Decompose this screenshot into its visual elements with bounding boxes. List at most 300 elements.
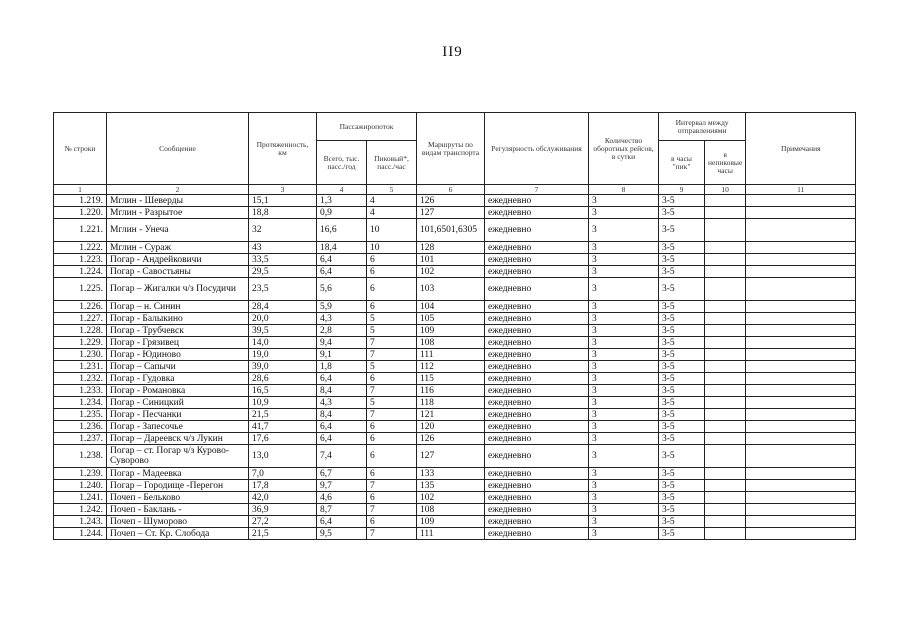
- interval-off-peak: [705, 349, 746, 361]
- route-name: Погар - Савостьяны: [107, 266, 249, 278]
- interval-off-peak: [705, 301, 746, 313]
- regularity: ежедневно: [485, 445, 589, 468]
- route-name: Мглин - Унеча: [107, 219, 249, 242]
- passenger-total: 18,4: [317, 242, 367, 254]
- route-name: Погар – Дареевск ч/з Лукин: [107, 433, 249, 445]
- passenger-peak: 6: [367, 433, 417, 445]
- interval-peak: 3-5: [659, 409, 705, 421]
- regularity: ежедневно: [485, 421, 589, 433]
- regularity: ежедневно: [485, 492, 589, 504]
- interval-off-peak: [705, 468, 746, 480]
- table-row: [54, 337, 856, 349]
- interval-peak: 3-5: [659, 266, 705, 278]
- passenger-peak: 6: [367, 468, 417, 480]
- passenger-total: 9,1: [317, 349, 367, 361]
- notes-cell: [746, 528, 856, 540]
- row-number: 1.239.: [54, 468, 107, 480]
- route-name: Погар - Юдиново: [107, 349, 249, 361]
- passenger-total: 6,7: [317, 468, 367, 480]
- trip-count: 3: [589, 528, 659, 540]
- passenger-peak: 6: [367, 254, 417, 266]
- routes-table: [53, 112, 856, 540]
- passenger-total: 1,8: [317, 361, 367, 373]
- passenger-total: 2,8: [317, 325, 367, 337]
- trip-count: 3: [589, 207, 659, 219]
- header-regularity: Регулярность обслуживания: [485, 113, 589, 185]
- trip-count: 3: [589, 445, 659, 468]
- interval-peak: 3-5: [659, 301, 705, 313]
- trip-count: 3: [589, 301, 659, 313]
- route-length: 17,8: [249, 480, 317, 492]
- row-number: 1.241.: [54, 492, 107, 504]
- row-number: 1.242.: [54, 504, 107, 516]
- passenger-peak: 7: [367, 337, 417, 349]
- trip-count: 3: [589, 313, 659, 325]
- col-number: 6: [417, 185, 485, 195]
- passenger-peak: 5: [367, 397, 417, 409]
- table-row: [54, 325, 856, 337]
- trip-count: 3: [589, 337, 659, 349]
- passenger-peak: 7: [367, 528, 417, 540]
- regularity: ежедневно: [485, 480, 589, 492]
- regularity: ежедневно: [485, 373, 589, 385]
- route-numbers: 102: [417, 492, 485, 504]
- interval-peak: 3-5: [659, 492, 705, 504]
- route-length: 16,5: [249, 385, 317, 397]
- interval-off-peak: [705, 516, 746, 528]
- route-name: Почеп - Баклань -: [107, 504, 249, 516]
- passenger-total: 6,4: [317, 373, 367, 385]
- header-length: Протяженность, км: [249, 113, 317, 185]
- trip-count: 3: [589, 373, 659, 385]
- col-number: 2: [107, 185, 249, 195]
- trip-count: 3: [589, 468, 659, 480]
- row-number: 1.235.: [54, 409, 107, 421]
- trip-count: 3: [589, 266, 659, 278]
- route-name: Погар - Грязивец: [107, 337, 249, 349]
- route-length: 17,6: [249, 433, 317, 445]
- trip-count: 3: [589, 397, 659, 409]
- notes-cell: [746, 278, 856, 301]
- route-length: 39,5: [249, 325, 317, 337]
- passenger-total: 0,9: [317, 207, 367, 219]
- column-numbers-row: [54, 185, 856, 195]
- interval-peak: 3-5: [659, 528, 705, 540]
- route-length: 29,5: [249, 266, 317, 278]
- interval-off-peak: [705, 528, 746, 540]
- interval-peak: 3-5: [659, 445, 705, 468]
- notes-cell: [746, 468, 856, 480]
- route-length: 18,8: [249, 207, 317, 219]
- route-length: 13,0: [249, 445, 317, 468]
- table-row: [54, 480, 856, 492]
- passenger-peak: 6: [367, 445, 417, 468]
- route-length: 27,2: [249, 516, 317, 528]
- interval-peak: 3-5: [659, 242, 705, 254]
- interval-peak: 3-5: [659, 373, 705, 385]
- regularity: ежедневно: [485, 504, 589, 516]
- passenger-peak: 6: [367, 301, 417, 313]
- passenger-total: 1,3: [317, 195, 367, 207]
- passenger-total: 7,4: [317, 445, 367, 468]
- route-name: Погар - Синицкий: [107, 397, 249, 409]
- interval-off-peak: [705, 325, 746, 337]
- interval-peak: 3-5: [659, 421, 705, 433]
- route-name: Погар - Трубчевск: [107, 325, 249, 337]
- route-numbers: 111: [417, 349, 485, 361]
- interval-off-peak: [705, 433, 746, 445]
- table-row: [54, 278, 856, 301]
- passenger-total: 6,4: [317, 254, 367, 266]
- row-number: 1.227.: [54, 313, 107, 325]
- col-number: 3: [249, 185, 317, 195]
- passenger-peak: 6: [367, 492, 417, 504]
- table-row: [54, 433, 856, 445]
- interval-off-peak: [705, 254, 746, 266]
- route-numbers: 127: [417, 445, 485, 468]
- passenger-peak: 4: [367, 207, 417, 219]
- route-name: Погар - Балыкино: [107, 313, 249, 325]
- notes-cell: [746, 445, 856, 468]
- regularity: ежедневно: [485, 397, 589, 409]
- header-pass-flow: Пассажиропоток: [317, 113, 417, 141]
- col-number: 5: [367, 185, 417, 195]
- route-name: Погар – ст. Погар ч/з Курово-Суворово: [107, 445, 249, 468]
- interval-off-peak: [705, 492, 746, 504]
- trip-count: 3: [589, 278, 659, 301]
- col-number: 10: [705, 185, 746, 195]
- notes-cell: [746, 433, 856, 445]
- passenger-peak: 7: [367, 385, 417, 397]
- route-name: Почеп – Ст. Кр. Слобода: [107, 528, 249, 540]
- route-name: Погар – Городище -Перегон: [107, 480, 249, 492]
- regularity: ежедневно: [485, 278, 589, 301]
- header-routes: Маршруты по видам транспорта: [417, 113, 485, 185]
- regularity: ежедневно: [485, 266, 589, 278]
- table-row: [54, 195, 856, 207]
- header-peak-hours: в часы "пик": [659, 141, 705, 185]
- route-name: Мглин - Разрытое: [107, 207, 249, 219]
- interval-peak: 3-5: [659, 397, 705, 409]
- route-length: 10,9: [249, 397, 317, 409]
- interval-off-peak: [705, 397, 746, 409]
- col-number: 11: [746, 185, 856, 195]
- table-row: [54, 373, 856, 385]
- table-row: [54, 242, 856, 254]
- interval-off-peak: [705, 242, 746, 254]
- route-numbers: 128: [417, 242, 485, 254]
- route-length: 33,5: [249, 254, 317, 266]
- row-number: 1.236.: [54, 421, 107, 433]
- route-numbers: 101,6501,6305: [417, 219, 485, 242]
- passenger-peak: 5: [367, 361, 417, 373]
- passenger-total: 8,7: [317, 504, 367, 516]
- route-numbers: 103: [417, 278, 485, 301]
- passenger-peak: 6: [367, 278, 417, 301]
- table-row: [54, 361, 856, 373]
- row-number: 1.229.: [54, 337, 107, 349]
- table-row: [54, 528, 856, 540]
- page-number: II9: [442, 44, 463, 60]
- passenger-peak: 6: [367, 373, 417, 385]
- table-row: [54, 421, 856, 433]
- interval-off-peak: [705, 421, 746, 433]
- route-numbers: 126: [417, 195, 485, 207]
- interval-peak: 3-5: [659, 254, 705, 266]
- header-total: Всего, тыс. пасс./год: [317, 141, 367, 185]
- interval-peak: 3-5: [659, 207, 705, 219]
- table-row: [54, 301, 856, 313]
- row-number: 1.243.: [54, 516, 107, 528]
- route-name: Погар - Гудовка: [107, 373, 249, 385]
- trip-count: 3: [589, 504, 659, 516]
- interval-peak: 3-5: [659, 361, 705, 373]
- header-trips: Количество оборотных рейсов, в сутки: [589, 113, 659, 185]
- passenger-peak: 7: [367, 409, 417, 421]
- notes-cell: [746, 349, 856, 361]
- regularity: ежедневно: [485, 337, 589, 349]
- header-off-peak: в непиковые часы: [705, 141, 746, 185]
- route-length: 20,0: [249, 313, 317, 325]
- header-row-no: № строки: [54, 113, 107, 185]
- row-number: 1.244.: [54, 528, 107, 540]
- route-numbers: 112: [417, 361, 485, 373]
- trip-count: 3: [589, 195, 659, 207]
- route-numbers: 111: [417, 528, 485, 540]
- passenger-peak: 5: [367, 313, 417, 325]
- route-numbers: 104: [417, 301, 485, 313]
- interval-off-peak: [705, 361, 746, 373]
- notes-cell: [746, 219, 856, 242]
- route-name: Почеп - Бельково: [107, 492, 249, 504]
- interval-off-peak: [705, 278, 746, 301]
- col-number: 7: [485, 185, 589, 195]
- row-number: 1.221.: [54, 219, 107, 242]
- interval-off-peak: [705, 373, 746, 385]
- passenger-total: 9,4: [317, 337, 367, 349]
- trip-count: 3: [589, 492, 659, 504]
- notes-cell: [746, 504, 856, 516]
- regularity: ежедневно: [485, 219, 589, 242]
- route-length: 28,6: [249, 373, 317, 385]
- passenger-total: 9,5: [317, 528, 367, 540]
- interval-off-peak: [705, 207, 746, 219]
- interval-peak: 3-5: [659, 219, 705, 242]
- table-row: [54, 492, 856, 504]
- route-name: Погар - Романовка: [107, 385, 249, 397]
- passenger-peak: 10: [367, 219, 417, 242]
- route-length: 15,1: [249, 195, 317, 207]
- col-number: 8: [589, 185, 659, 195]
- route-numbers: 108: [417, 504, 485, 516]
- row-number: 1.223.: [54, 254, 107, 266]
- regularity: ежедневно: [485, 325, 589, 337]
- table-row: [54, 504, 856, 516]
- route-name: Мглин - Сураж: [107, 242, 249, 254]
- interval-off-peak: [705, 266, 746, 278]
- row-number: 1.231.: [54, 361, 107, 373]
- route-name: Погар - Запесочье: [107, 421, 249, 433]
- interval-peak: 3-5: [659, 480, 705, 492]
- trip-count: 3: [589, 421, 659, 433]
- table-row: [54, 516, 856, 528]
- row-number: 1.222.: [54, 242, 107, 254]
- row-number: 1.230.: [54, 349, 107, 361]
- notes-cell: [746, 397, 856, 409]
- route-length: 32: [249, 219, 317, 242]
- regularity: ежедневно: [485, 242, 589, 254]
- table-row: [54, 468, 856, 480]
- regularity: ежедневно: [485, 301, 589, 313]
- col-number: 9: [659, 185, 705, 195]
- route-name: Погар – Жигалки ч/з Посудичи: [107, 278, 249, 301]
- interval-peak: 3-5: [659, 313, 705, 325]
- route-numbers: 133: [417, 468, 485, 480]
- route-numbers: 126: [417, 433, 485, 445]
- passenger-total: 16,6: [317, 219, 367, 242]
- route-name: Мглин - Шеверды: [107, 195, 249, 207]
- table-row: [54, 266, 856, 278]
- header-notes: Примечания: [746, 113, 856, 185]
- trip-count: 3: [589, 409, 659, 421]
- interval-off-peak: [705, 480, 746, 492]
- passenger-total: 8,4: [317, 385, 367, 397]
- table-row: [54, 349, 856, 361]
- route-name: Погар – Сапычи: [107, 361, 249, 373]
- table-row: [54, 207, 856, 219]
- regularity: ежедневно: [485, 254, 589, 266]
- col-number: 4: [317, 185, 367, 195]
- passenger-peak: 5: [367, 325, 417, 337]
- passenger-peak: 7: [367, 504, 417, 516]
- table-row: [54, 397, 856, 409]
- notes-cell: [746, 409, 856, 421]
- passenger-total: 6,4: [317, 433, 367, 445]
- route-length: 21,5: [249, 528, 317, 540]
- trip-count: 3: [589, 242, 659, 254]
- route-length: 23,5: [249, 278, 317, 301]
- passenger-total: 4,6: [317, 492, 367, 504]
- interval-peak: 3-5: [659, 504, 705, 516]
- route-numbers: 116: [417, 385, 485, 397]
- route-numbers: 101: [417, 254, 485, 266]
- route-name: Почеп - Шуморово: [107, 516, 249, 528]
- notes-cell: [746, 373, 856, 385]
- route-numbers: 135: [417, 480, 485, 492]
- passenger-total: 5,9: [317, 301, 367, 313]
- trip-count: 3: [589, 480, 659, 492]
- interval-peak: 3-5: [659, 433, 705, 445]
- notes-cell: [746, 242, 856, 254]
- regularity: ежедневно: [485, 349, 589, 361]
- passenger-peak: 4: [367, 195, 417, 207]
- notes-cell: [746, 421, 856, 433]
- route-length: 7,0: [249, 468, 317, 480]
- interval-off-peak: [705, 445, 746, 468]
- trip-count: 3: [589, 325, 659, 337]
- notes-cell: [746, 301, 856, 313]
- route-name: Погар - Андрейковичи: [107, 254, 249, 266]
- passenger-total: 5,6: [317, 278, 367, 301]
- route-length: 14,0: [249, 337, 317, 349]
- notes-cell: [746, 385, 856, 397]
- header-peak: Пиковый*, пасс./час: [367, 141, 417, 185]
- route-numbers: 115: [417, 373, 485, 385]
- route-name: Погар - Мадеевка: [107, 468, 249, 480]
- row-number: 1.219.: [54, 195, 107, 207]
- regularity: ежедневно: [485, 207, 589, 219]
- trip-count: 3: [589, 219, 659, 242]
- row-number: 1.237.: [54, 433, 107, 445]
- notes-cell: [746, 492, 856, 504]
- regularity: ежедневно: [485, 433, 589, 445]
- regularity: ежедневно: [485, 385, 589, 397]
- table-row: [54, 219, 856, 242]
- interval-off-peak: [705, 385, 746, 397]
- col-number: 1: [54, 185, 107, 195]
- regularity: ежедневно: [485, 195, 589, 207]
- route-numbers: 109: [417, 325, 485, 337]
- notes-cell: [746, 313, 856, 325]
- passenger-peak: 6: [367, 266, 417, 278]
- notes-cell: [746, 195, 856, 207]
- interval-off-peak: [705, 337, 746, 349]
- table-row: [54, 254, 856, 266]
- passenger-total: 4,3: [317, 313, 367, 325]
- row-number: 1.220.: [54, 207, 107, 219]
- table-row: [54, 313, 856, 325]
- row-number: 1.238.: [54, 445, 107, 468]
- row-number: 1.228.: [54, 325, 107, 337]
- passenger-peak: 7: [367, 349, 417, 361]
- notes-cell: [746, 266, 856, 278]
- interval-peak: 3-5: [659, 337, 705, 349]
- notes-cell: [746, 207, 856, 219]
- notes-cell: [746, 325, 856, 337]
- trip-count: 3: [589, 349, 659, 361]
- route-length: 21,5: [249, 409, 317, 421]
- route-numbers: 120: [417, 421, 485, 433]
- notes-cell: [746, 516, 856, 528]
- regularity: ежедневно: [485, 361, 589, 373]
- notes-cell: [746, 480, 856, 492]
- row-number: 1.224.: [54, 266, 107, 278]
- notes-cell: [746, 337, 856, 349]
- interval-peak: 3-5: [659, 278, 705, 301]
- passenger-total: 6,4: [317, 516, 367, 528]
- trip-count: 3: [589, 361, 659, 373]
- interval-off-peak: [705, 313, 746, 325]
- header-interval: Интервал между отправлениями: [659, 113, 746, 141]
- interval-off-peak: [705, 195, 746, 207]
- route-length: 36,9: [249, 504, 317, 516]
- route-length: 42,0: [249, 492, 317, 504]
- table-row: [54, 409, 856, 421]
- table-body: [54, 195, 856, 540]
- trip-count: 3: [589, 385, 659, 397]
- route-numbers: 118: [417, 397, 485, 409]
- interval-peak: 3-5: [659, 385, 705, 397]
- interval-peak: 3-5: [659, 516, 705, 528]
- regularity: ежедневно: [485, 528, 589, 540]
- trip-count: 3: [589, 433, 659, 445]
- route-numbers: 102: [417, 266, 485, 278]
- interval-off-peak: [705, 504, 746, 516]
- passenger-total: 8,4: [317, 409, 367, 421]
- route-numbers: 109: [417, 516, 485, 528]
- row-number: 1.234.: [54, 397, 107, 409]
- row-number: 1.233.: [54, 385, 107, 397]
